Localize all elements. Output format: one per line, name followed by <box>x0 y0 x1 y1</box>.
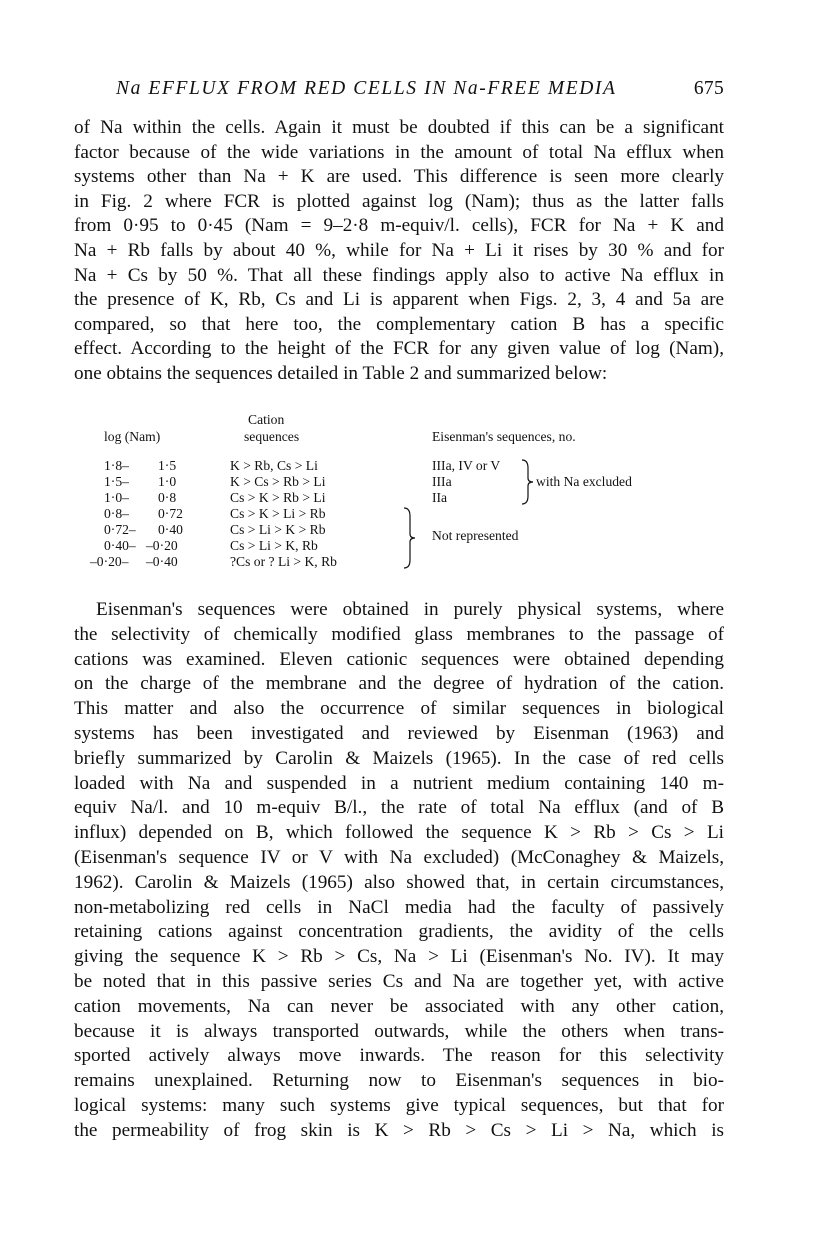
row-sequence: K > Cs > Rb > Li <box>230 474 326 489</box>
text-line: Na + Cs by 50 %. That all these findings apply also to active Na efflux in <box>74 264 724 286</box>
text-line: 1962). Carolin & Maizels (1965) also showed that, in certain circumstances, <box>74 871 724 893</box>
text-line: the permeability of frog skin is K > Rb > Cs > Li > Na, which is <box>74 1119 724 1141</box>
row-log-from: 0·72– <box>104 522 136 537</box>
row-log-to: 1·0 <box>158 474 177 489</box>
row-sequence: Cs > K > Rb > Li <box>230 490 326 505</box>
sequence-table <box>90 412 700 582</box>
paragraph-1 <box>74 116 724 387</box>
text-line: equiv Na/l. and 10 m-equiv B/l., the rate of total Na efflux (and of B <box>74 797 724 819</box>
text-line: the selectivity of chemically modified glass membranes to the passage of <box>74 623 724 645</box>
row-sequence: Cs > Li > K, Rb <box>230 538 318 553</box>
row-sequence: Cs > Li > K > Rb <box>230 522 326 537</box>
row-log-to: 0·72 <box>158 506 183 521</box>
text-line: effect. According to the height of the FCR for any given value of log (Nam), <box>74 338 724 360</box>
row-log-from: 1·0– <box>104 490 129 505</box>
text-line: sported actively always move inwards. The reason for this selectivity <box>74 1045 724 1067</box>
text-line: systems has been investigated and reviewed by Eisenman (1963) and <box>74 722 724 744</box>
row-log-to: 1·5 <box>158 458 177 473</box>
text-line: from 0·95 to 0·45 (Nam = 9–2·8 m-equiv/l. cells), FCR for Na + K and <box>74 215 724 237</box>
row-sequence: K > Rb, Cs > Li <box>230 458 318 473</box>
page-number: 675 <box>693 78 724 99</box>
text-line: the presence of K, Rb, Cs and Li is apparent when Figs. 2, 3, 4 and 5a are <box>74 289 724 311</box>
text-line: (Eisenman's sequence IV or V with Na excluded) (McConaghey & Maizels, <box>74 846 724 868</box>
text-line: systems other than Na + K are used. This difference is seen more clearly <box>74 166 724 188</box>
text-line: on the charge of the membrane and the degree of hydration of the cation. <box>74 673 724 695</box>
note-na-excluded: with Na excluded <box>536 474 632 489</box>
text-line: Na + Rb falls by about 40 %, while for Na + Li it rises by 30 % and for <box>74 239 724 261</box>
row-log-to: 0·8 <box>158 490 177 505</box>
row-sequence: Cs > K > Li > Rb <box>230 506 326 521</box>
row-log-to: 0·40 <box>158 522 183 537</box>
text-line: giving the sequence K > Rb > Cs, Na > Li (Eisenman's No. IV). It may <box>74 946 724 968</box>
running-header <box>116 78 724 110</box>
text-line: cations was examined. Eleven cationic sequences were obtained depending <box>74 648 724 670</box>
text-line: briefly summarized by Carolin & Maizels (1965). In the case of red cells <box>74 747 724 769</box>
text-line: logical systems: many such systems give typical sequences, but that for <box>74 1094 724 1116</box>
col-header-log-nam: log (Nam) <box>104 429 161 444</box>
row-eisenman: IIa <box>432 490 448 505</box>
text-line: because it is always transported outwards, while the others when trans- <box>74 1020 724 1042</box>
row-log-from: 0·8– <box>104 506 129 521</box>
text-line: in Fig. 2 where FCR is plotted against log (Nam); thus as the latter falls <box>74 190 724 212</box>
text-line: retaining cations against concentration gradients, the avidity of the cells <box>74 921 724 943</box>
brace-icon <box>520 458 536 506</box>
text-line: non-metabolizing red cells in NaCl media had the faculty of passively <box>74 896 724 918</box>
text-line: loaded with Na and suspended in a nutrient medium containing 140 m- <box>74 772 724 794</box>
text-line: remains unexplained. Returning now to Eisenman's sequences in bio- <box>74 1070 724 1092</box>
row-sequence: ?Cs or ? Li > K, Rb <box>230 554 337 569</box>
note-not-represented: Not represented <box>432 528 519 543</box>
text-line: Eisenman's sequences were obtained in purely physical systems, where <box>96 599 724 620</box>
text-line: cation movements, Na can never be associated with any other cation, <box>74 995 724 1017</box>
text-line: one obtains the sequences detailed in Table 2 and summarized below: <box>74 362 608 384</box>
paragraph-2 <box>74 598 724 1144</box>
row-eisenman: IIIa, IV or V <box>432 458 501 473</box>
row-log-from: –0·20– <box>90 554 129 569</box>
text-line: influx) depended on B, which followed the sequence K > Rb > Cs > Li <box>74 822 724 844</box>
text-line: This matter and also the occurrence of similar sequences in biological <box>74 698 724 720</box>
text-line: compared, so that here too, the complementary cation B has a specific <box>74 313 724 335</box>
row-log-from: 1·8– <box>104 458 129 473</box>
text-line: factor because of the wide variations in the amount of total Na efflux when <box>74 141 724 163</box>
col-header-sequences: sequences <box>244 429 300 444</box>
col-header-cation: Cation <box>248 412 285 427</box>
row-log-to: –0·20 <box>146 538 178 553</box>
row-eisenman: IIIa <box>432 474 452 489</box>
col-header-eisenman: Eisenman's sequences, no. <box>432 429 576 444</box>
text-line: of Na within the cells. Again it must be doubted if this can be a significant <box>74 117 724 138</box>
text-line: be noted that in this passive series Cs and Na are together yet, with active <box>74 970 724 992</box>
row-log-from: 0·40– <box>104 538 136 553</box>
brace-icon <box>402 506 418 570</box>
row-log-to: –0·40 <box>146 554 178 569</box>
row-log-from: 1·5– <box>104 474 129 489</box>
running-title: Na EFFLUX FROM RED CELLS IN Na-FREE MEDIA <box>116 78 617 99</box>
